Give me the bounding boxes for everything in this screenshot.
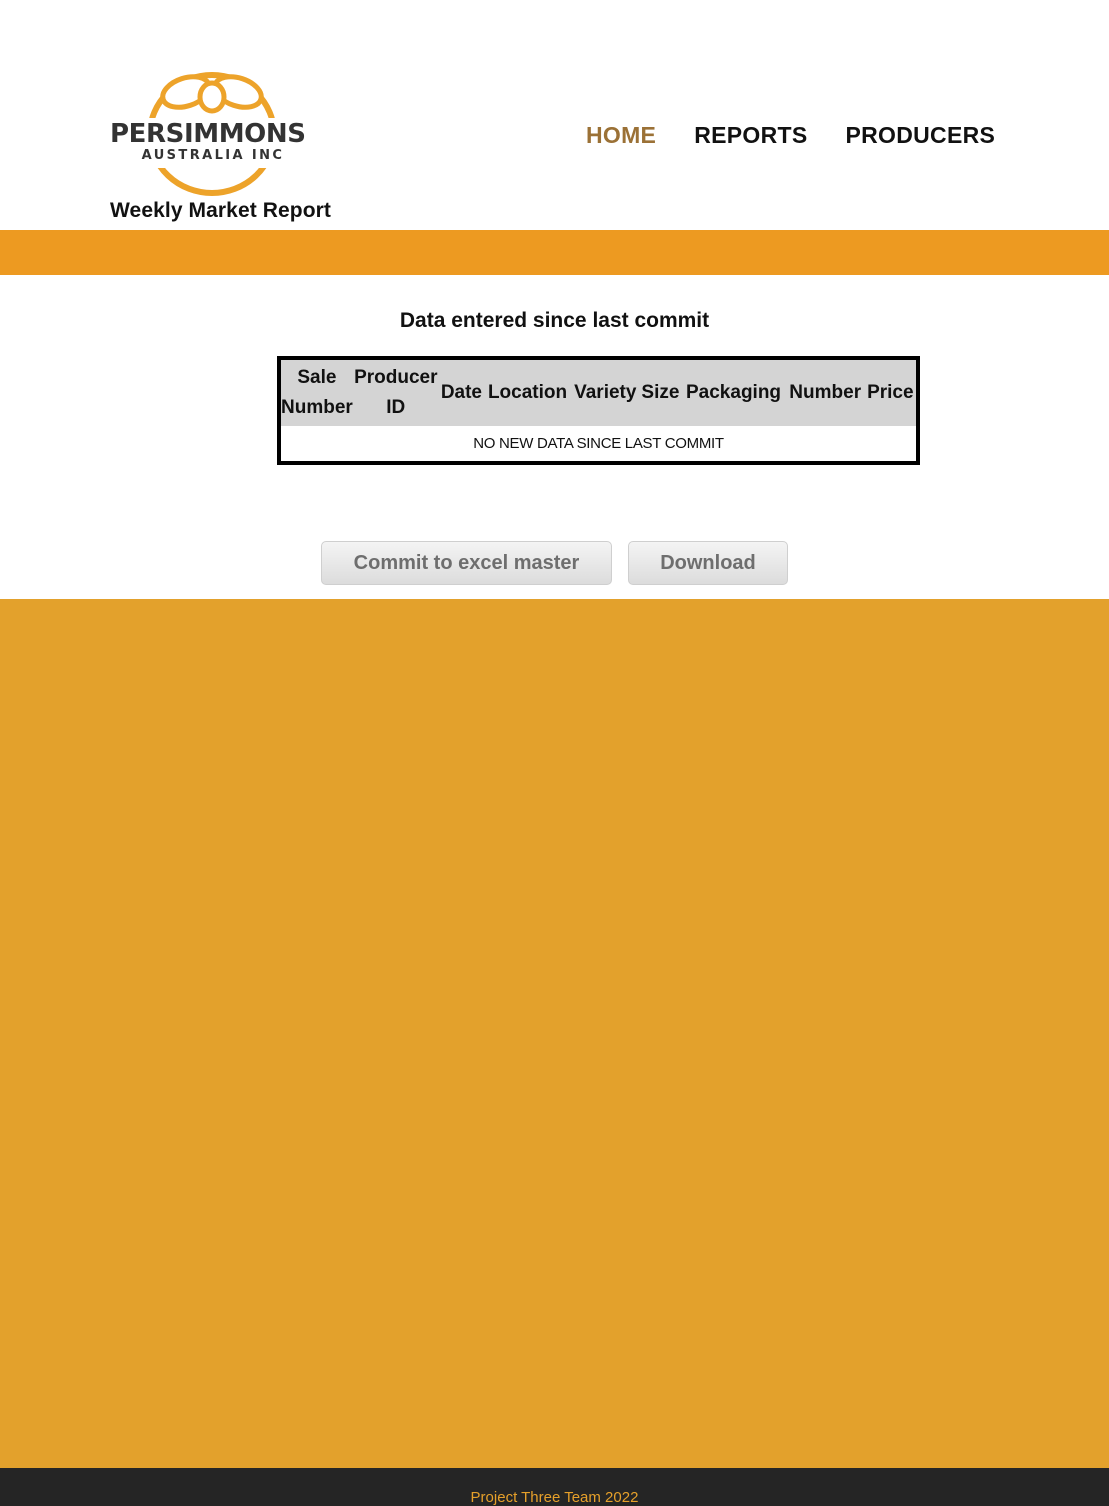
download-button[interactable]: Download [628,541,788,585]
footer-text: Project Three Team 2022 [470,1489,639,1506]
nav-home[interactable]: HOME [586,122,657,148]
column-header-location: Location [484,358,571,426]
logo-wordmark: PERSIMMONS [110,119,316,149]
column-header-sale-number: Sale Number [279,358,353,426]
header-accent-band [0,230,1109,275]
nav-producers[interactable]: PRODUCERS [845,122,996,148]
data-table [277,356,920,465]
logo-subtitle: AUSTRALIA INC [141,148,285,163]
table-header-row [279,358,918,426]
commit-to-excel-button[interactable]: Commit to excel master [321,541,612,585]
column-header-variety: Variety [571,358,639,426]
persimmons-logo[interactable] [108,72,318,200]
page-title: Data entered since last commit [399,309,710,332]
main-background-panel [0,599,1109,1468]
column-header-number: Number [786,358,865,426]
site-subtitle: Weekly Market Report [110,199,332,222]
table-row [279,426,918,463]
column-header-size: Size [640,358,682,426]
column-header-date: Date [439,358,484,426]
column-header-price: Price [865,358,918,426]
column-header-packaging: Packaging [681,358,785,426]
site-footer [0,1468,1109,1506]
site-header [0,0,1109,230]
nav-reports[interactable]: REPORTS [694,122,808,148]
main-nav [586,121,995,149]
column-header-producer-id: Producer ID [353,358,439,426]
empty-table-message: NO NEW DATA SINCE LAST COMMIT [279,426,918,463]
